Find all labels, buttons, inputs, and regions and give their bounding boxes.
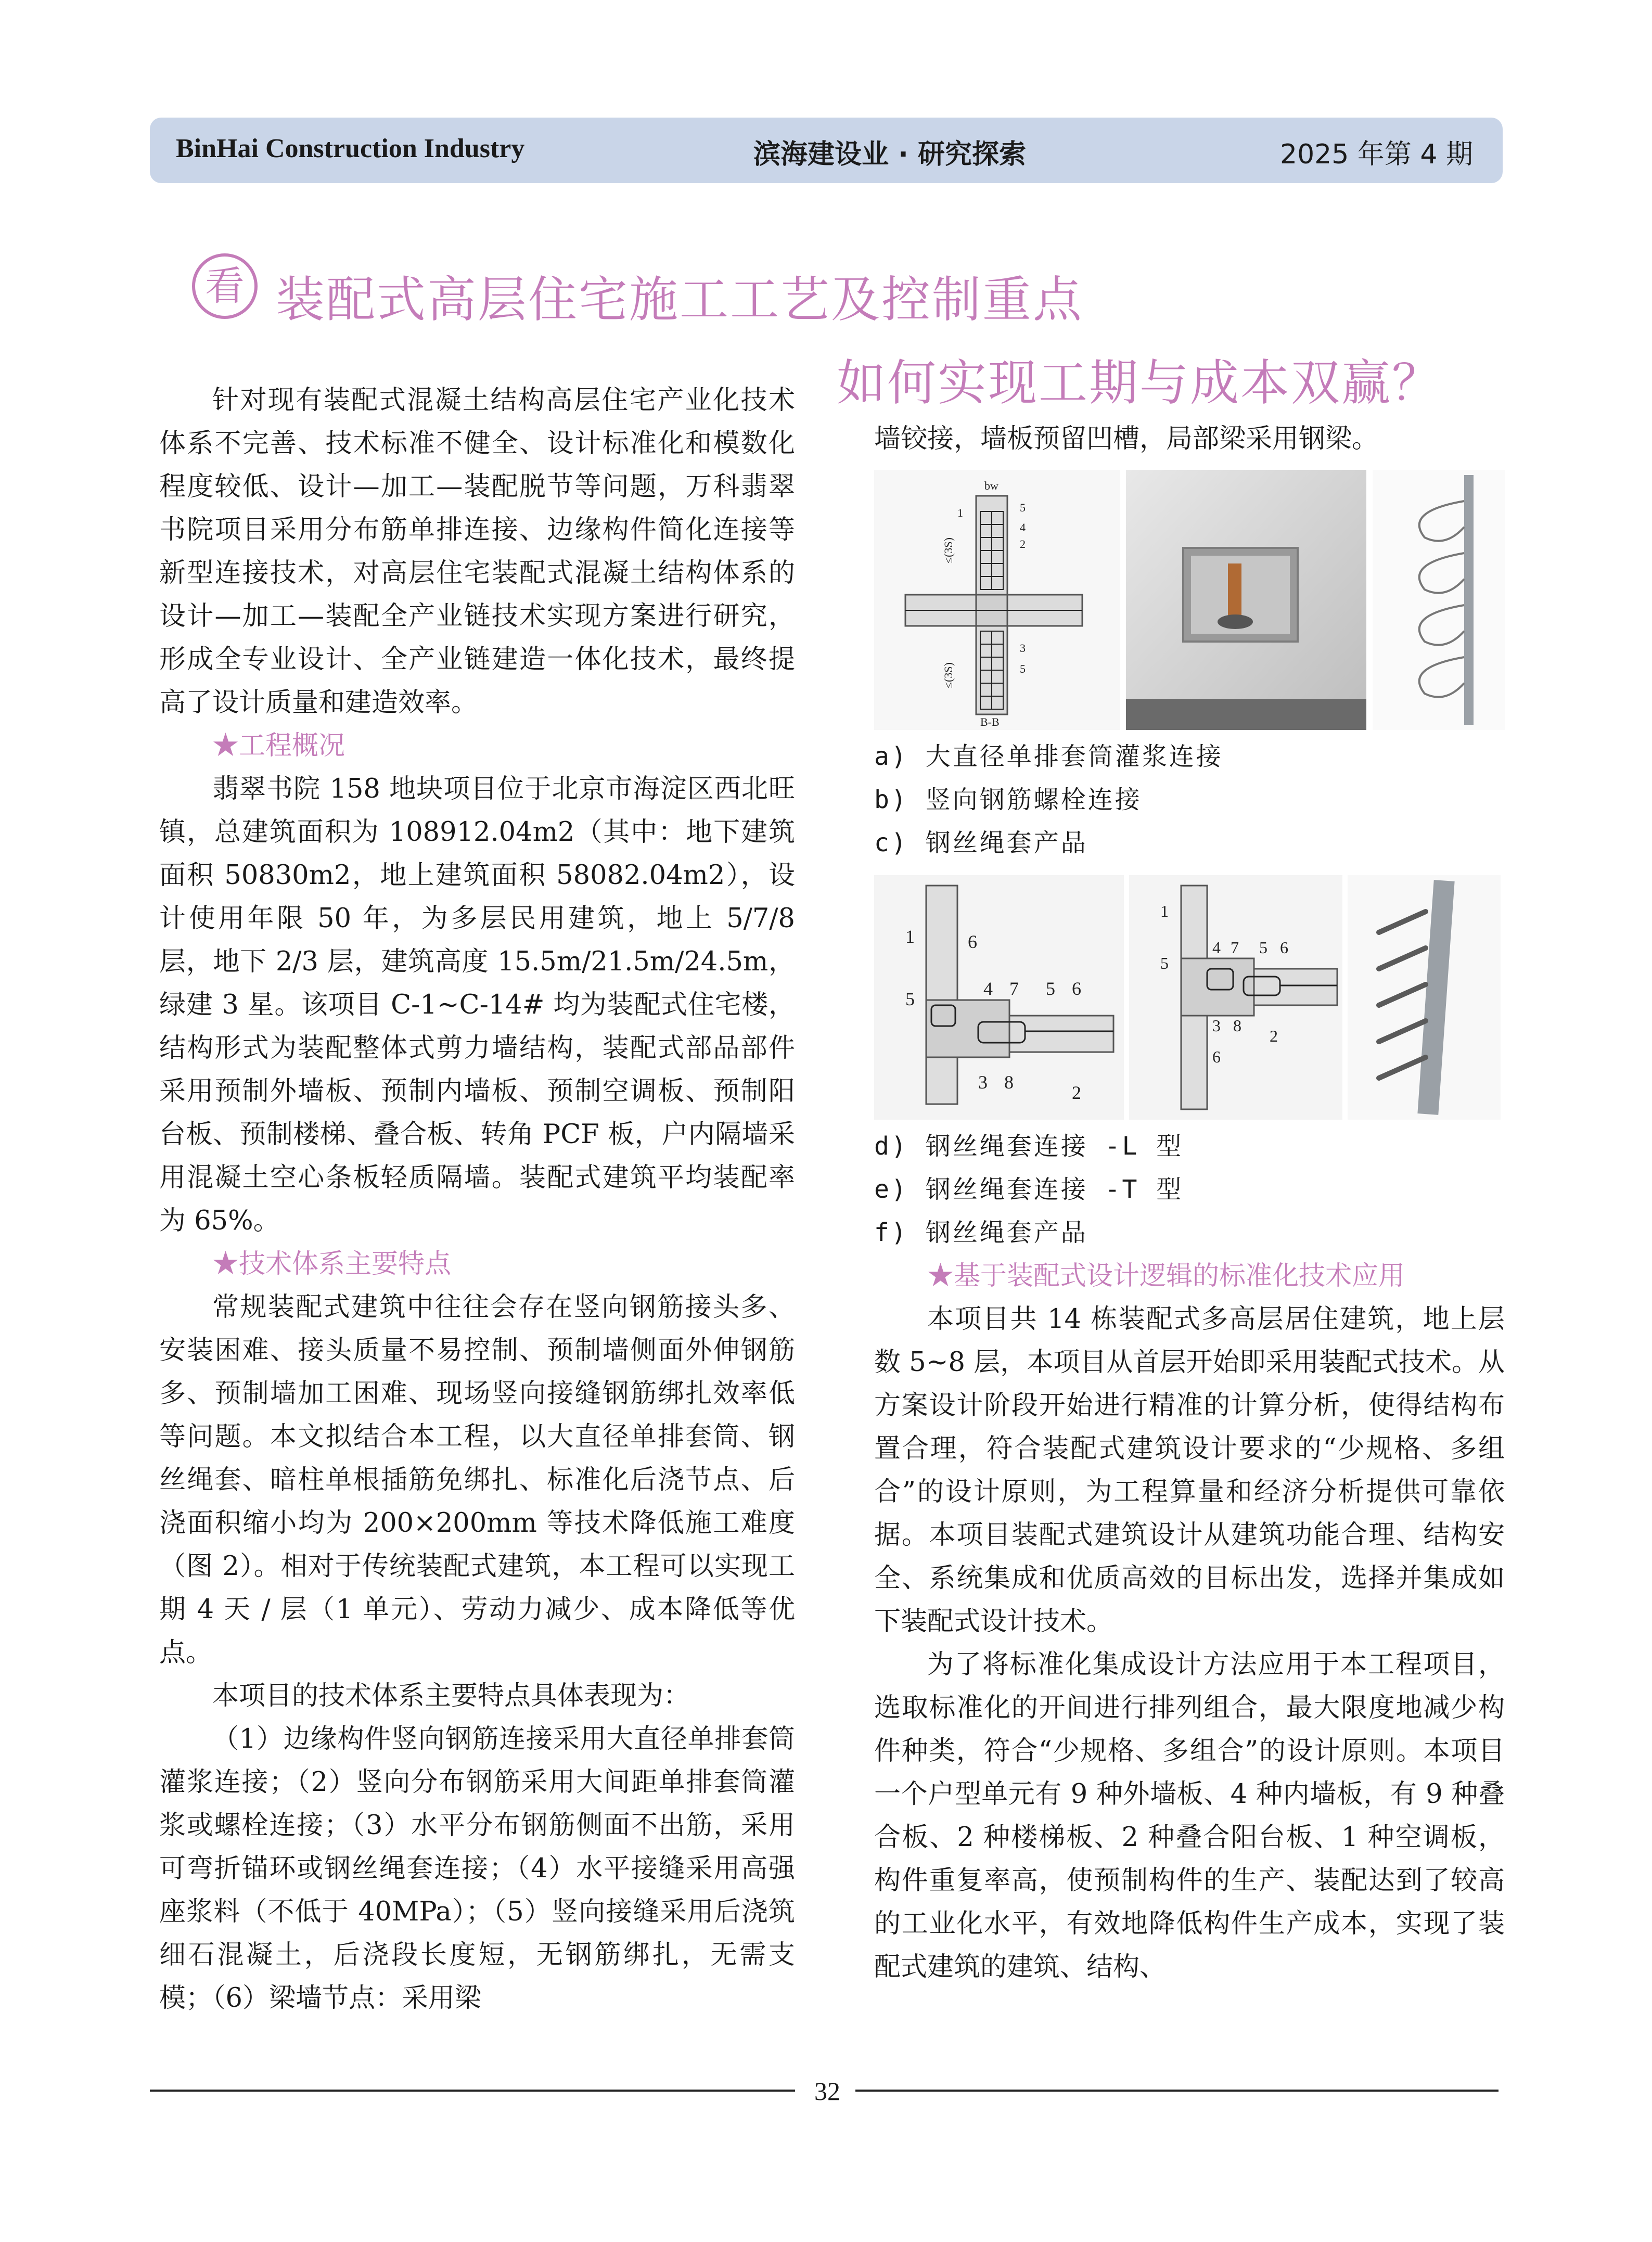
left-column: [159, 379, 795, 2020]
fig-d-label-5b: 5: [1046, 978, 1055, 999]
fig-a-section-label: B-B: [980, 715, 1000, 728]
fig-e-label-4: 4: [1212, 938, 1221, 957]
footer-rule-left: [150, 2090, 795, 2092]
figure-f-photo: [1348, 875, 1501, 1120]
fig-e-label-7: 7: [1231, 938, 1239, 957]
fig-a-dim-bottom: ≤(3S): [942, 662, 955, 688]
journal-section-cn: 滨海建设业 · 研究探索: [753, 139, 1026, 170]
journal-name-en: BinHai Construction Industry: [176, 134, 525, 163]
fig-a-dim-top: ≤(3S): [942, 537, 955, 563]
fig-d-label-6b: 6: [1072, 978, 1081, 999]
figure-a-drawing: [874, 470, 1120, 730]
caption-d: d) 钢丝绳套连接 -L 型: [874, 1132, 1184, 1161]
title-badge-icon: [191, 253, 258, 319]
overview-paragraph: 翡翠书院 158 地块项目位于北京市海淀区西北旺镇，总建筑面积为 108912.04m2（其中：地下建筑面积 50830m2，地上建筑面积 58082.04m2），设计使用年限 50 年，为多层民用建筑，地上 5/7/8 层，地下 2/3 层，建筑高度 15.5m/21.5m/24.5m，绿建 3 星。该项目 C-1~C-14# 均为装配式住宅楼，结构形式为装配整体式剪力墙结构，装配式部品部件采用预制外墙板、预制内墙板、预制空调板、预制阳台板、预制楼梯、叠合板、转角 PCF 板，户内隔墙采用混凝土空心条板轻质隔墙。装配式建筑平均装配率为 65%。: [159, 774, 795, 1236]
figure-row-top: [874, 470, 1505, 730]
right-column: [874, 417, 1505, 1989]
section-heading-standardization: ★基于装配式设计逻辑的标准化技术应用: [927, 1261, 1405, 1291]
article-subtitle: 如何实现工期与成本双赢？: [837, 355, 1443, 412]
fig-a-label-3: 3: [1020, 642, 1026, 655]
section-heading-features: ★技术体系主要特点: [212, 1249, 452, 1279]
fig-e-label-3: 3: [1212, 1016, 1221, 1035]
fig-a-label-bw: bw: [984, 479, 998, 492]
fig-d-label-5: 5: [905, 989, 915, 1009]
fig-a-label-1: 1: [957, 506, 963, 519]
fig-e-label-8: 8: [1233, 1016, 1241, 1035]
fig-d-label-7: 7: [1009, 978, 1019, 999]
figure-e-drawing: [1129, 875, 1342, 1120]
article-title: 装配式高层住宅施工工艺及控制重点: [276, 272, 1084, 328]
standardization-paragraph-1: 本项目共 14 栋装配式多高层居住建筑，地上层数 5~8 层，本项目从首层开始即采用装配式技术。从方案设计阶段开始进行精准的计算分析，使得结构布置合理，符合装配式建筑设计要求的“少规格、多组合”的设计原则，为工程算量和经济分析提供可靠依据。本项目装配式建筑设计从建筑功能合理、结构安全、系统集成和优质高效的目标出发，选择并集成如下装配式设计技术。: [874, 1304, 1505, 1637]
fig-d-label-4: 4: [983, 978, 993, 999]
fig-d-label-1: 1: [905, 926, 915, 947]
issue-number: 2025 年第 4 期: [1280, 139, 1474, 170]
figure-d-drawing: [874, 875, 1124, 1120]
fig-e-label-2: 2: [1270, 1027, 1278, 1045]
fig-d-label-8: 8: [1004, 1072, 1014, 1093]
fig-d-label-3: 3: [978, 1072, 988, 1093]
fig-a-label-2: 2: [1020, 537, 1026, 550]
section-heading-overview: ★工程概况: [212, 731, 345, 761]
fig-a-label-5b: 5: [1020, 662, 1026, 675]
standardization-paragraph-2: 为了将标准化集成设计方法应用于本工程项目，选取标准化的开间进行排列组合，最大限度地减少构件种类，符合“少规格、多组合”的设计原则。本项目一个户型单元有 9 种外墙板、4 种内墙板，有 9 种叠合板、2 种楼梯板、2 种叠合阳台板、1 种空调板，构件重复率高，使预制构件的生产、装配达到了较高的工业化水平，有效地降低构件生产成本，实现了装配式建筑的建筑、结构、: [874, 1649, 1505, 1982]
features-intro: 本项目的技术体系主要特点具体表现为：: [212, 1681, 690, 1711]
title-badge-char: 看: [205, 263, 245, 309]
fig-d-label-6: 6: [968, 931, 977, 952]
fig-e-label-5b: 5: [1259, 938, 1267, 957]
caption-c: c) 钢丝绳套产品: [874, 828, 1088, 857]
intro-paragraph: 针对现有装配式混凝土结构高层住宅产业化技术体系不完善、技术标准不健全、设计标准化和模数化程度较低、设计—加工—装配脱节等问题，万科翡翠书院项目采用分布筋单排连接、边缘构件简化连接等新型连接技术，对高层住宅装配式混凝土结构体系的设计—加工—装配全产业链技术实现方案进行研究，形成全专业设计、全产业链建造一体化技术，最终提高了设计质量和建造效率。: [159, 385, 795, 718]
fig-e-label-1: 1: [1160, 902, 1169, 920]
caption-f: f) 钢丝绳套产品: [874, 1218, 1088, 1247]
figure-row-bottom: [874, 875, 1505, 1120]
fig-e-label-6b: 6: [1212, 1047, 1221, 1066]
fig-a-label-5a: 5: [1020, 501, 1026, 514]
features-paragraph: 常规装配式建筑中往往会存在竖向钢筋接头多、安装困难、接头质量不易控制、预制墙侧面外伸钢筋多、预制墙加工困难、现场竖向接缝钢筋绑扎效率低等问题。本文拟结合本工程，以大直径单排套筒、钢丝绳套、暗柱单根插筋免绑扎、标准化后浇节点、后浇面积缩小均为 200×200mm 等技术降低施工难度（图 2）。相对于传统装配式建筑，本工程可以实现工期 4 天 / 层（1 单元）、劳动力减少、成本降低等优点。: [159, 1292, 795, 1668]
fig-e-label-5: 5: [1160, 954, 1169, 972]
page-number: 32: [814, 2077, 840, 2106]
fig-e-label-6: 6: [1280, 938, 1288, 957]
fig-a-label-4: 4: [1020, 521, 1026, 534]
footer-rule-right: [855, 2090, 1499, 2092]
caption-a: a) 大直径单排套筒灌浆连接: [874, 742, 1223, 771]
figure-c-photo: [1373, 470, 1505, 730]
features-list: （1）边缘构件竖向钢筋连接采用大直径单排套筒灌浆连接；（2）竖向分布钢筋采用大间距单排套筒灌浆或螺栓连接；（3）水平分布钢筋侧面不出筋，采用可弯折锚环或钢丝绳套连接；（4）水平接缝采用高强座浆料（不低于 40MPa）；（5）竖向接缝采用后浇筑细石混凝土，后浇段长度短，无钢筋绑扎，无需支模；（6）梁墙节点：采用梁: [159, 1724, 795, 2014]
caption-b: b) 竖向钢筋螺栓连接: [874, 785, 1142, 814]
figure-b-photo: [1126, 470, 1366, 730]
caption-e: e) 钢丝绳套连接 -T 型: [874, 1175, 1184, 1204]
continued-text: 墙铰接，墙板预留凹槽，局部梁采用钢梁。: [874, 424, 1379, 454]
fig-d-label-2: 2: [1072, 1082, 1081, 1103]
